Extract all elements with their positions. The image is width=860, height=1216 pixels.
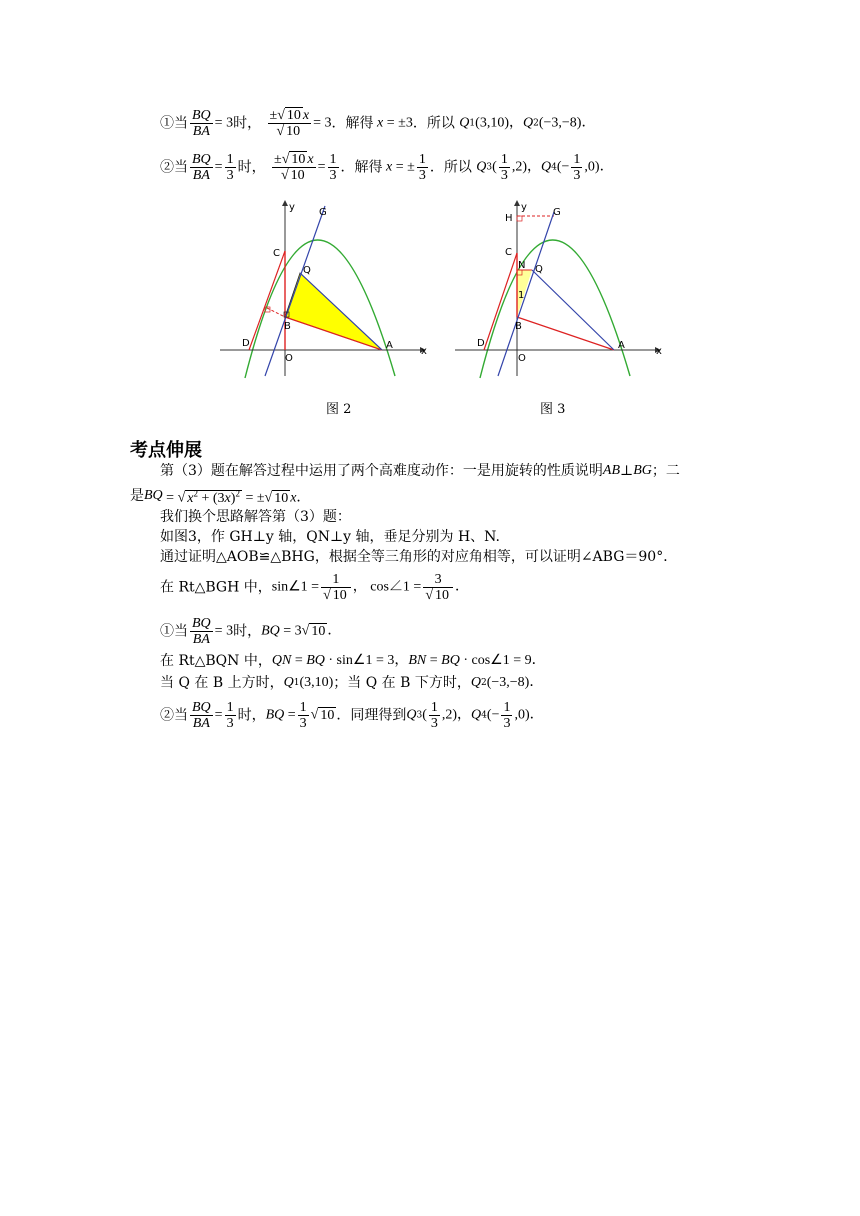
fraction-bq-ba: $\frac{BQ}{BA}$ — [192, 616, 211, 647]
paragraph-8: 当 Q 在 B 上方时，Q1(3,10)；当 Q 在 B 下方时，Q2(−3,−8)． — [160, 675, 544, 691]
case-2-when-2: 时， — [237, 707, 266, 724]
fraction-expr: $\frac{\pm√ 10 x}{√ 10}$ — [269, 108, 310, 139]
case-1-when: 时， — [233, 115, 262, 132]
case-1-label-2: ①当 — [160, 623, 188, 640]
fraction-bq-ba: $\frac{BQ}{BA}$ — [192, 108, 211, 139]
fraction-one-third: $\frac{1}{3}$ — [500, 152, 508, 183]
case-2-when: 时， — [237, 159, 266, 176]
paragraph-8-tail: ；当 Q 在 B 下方时， — [333, 675, 471, 691]
case-1-when-2: 时， — [233, 623, 262, 640]
label-h: H — [505, 213, 513, 224]
paragraph-5: 在 Rt△BGH 中，sin∠1 = $\frac{1}{√ 10}$ ， cos∠1 = $\frac{3}{√ 10}$ ． — [160, 572, 470, 603]
segment-aq — [532, 270, 614, 350]
caption-fig3: 图 3 — [540, 402, 566, 417]
label-q: Q — [535, 264, 543, 275]
fraction-one-third: $\frac{1}{3}$ — [226, 700, 234, 731]
paragraph-4: 通过证明△AOB≌△BHG，根据全等三角形的对应角相等，可以证明∠ABG＝90°． — [160, 549, 678, 565]
paragraph-6: ①当 $\frac{BQ}{BA}$ = 3时，BQ = 3√ 10 ． — [160, 616, 342, 647]
label-q: Q — [303, 265, 311, 276]
paragraph-2: 我们换个思路解答第（3）题： — [160, 509, 351, 525]
paragraph-9-text: ．同理得到 — [336, 707, 407, 724]
fraction-one-third: $\frac{1}{3}$ — [299, 700, 307, 731]
label-d: D — [242, 338, 250, 349]
paragraph-3: 如图3，作 GH⊥y 轴，QN⊥y 轴，垂足分别为 H、N. — [160, 529, 500, 545]
label-g: G — [319, 207, 327, 218]
fraction-sin: $\frac{1}{√ 10}$ — [321, 572, 351, 603]
label-o: O — [285, 353, 293, 364]
label-y: y — [521, 202, 527, 213]
case-2-label: ②当 — [160, 159, 188, 176]
label-b: B — [284, 321, 291, 332]
label-o: O — [518, 353, 526, 364]
case-2-solve: ．解得 — [340, 159, 383, 176]
paragraph-7-text: 在 Rt△BQN 中， — [160, 653, 272, 669]
case-1-solve: ．解得 — [331, 115, 374, 132]
section-heading: 考点伸展 — [130, 440, 202, 461]
label-angle-1: 1 — [518, 290, 525, 301]
fraction-one-third: $\frac{1}{3}$ — [430, 700, 438, 731]
paragraph-1b: 是BQ = √ $x^2 + (3x)^2$ = ±√ 10 x． — [130, 487, 311, 506]
case-1-so: ．所以 — [412, 115, 455, 132]
label-d: D — [477, 338, 485, 349]
paragraph-1a: 第（3）题在解答过程中运用了两个高难度动作：一是用旋转的性质说明AB⊥BG；二 — [160, 463, 680, 479]
fraction-one-third: $\frac{1}{3}$ — [226, 152, 234, 183]
paragraph-1-tail: ；二 — [651, 463, 680, 479]
paragraph-7: 在 Rt△BQN 中，QN = BQ · sin∠1 = 3，BN = BQ · cos∠1 = 9． — [160, 653, 546, 669]
paragraph-5-text: 在 Rt△BGH 中， — [160, 579, 272, 596]
case-2-label-2: ②当 — [160, 707, 188, 724]
segment-ab — [517, 317, 614, 350]
fraction-bq-ba: $\frac{BQ}{BA}$ — [192, 152, 211, 183]
caption-fig2: 图 2 — [326, 402, 352, 417]
case-1-line: ①当 $\frac{BQ}{BA}$ = 3时， $\frac{\pm√ 10 x}{√ 10}$ = 3．解得 x = ±3．所以 Q1(3,10)，Q2(−3,−8)． — [160, 108, 596, 139]
fraction-one-third: $\frac{1}{3}$ — [573, 152, 581, 183]
fraction-one-third: $\frac{1}{3}$ — [503, 700, 511, 731]
label-c: C — [273, 248, 280, 259]
paragraph-1-shi: 是 — [130, 487, 144, 504]
label-g: G — [553, 207, 561, 218]
fraction-bq-ba: $\frac{BQ}{BA}$ — [192, 700, 211, 731]
figure-2 — [215, 198, 435, 380]
fraction-one-third: $\frac{1}{3}$ — [418, 152, 426, 183]
paragraph-9: ②当 $\frac{BQ}{BA}$ = $\frac{1}{3}$ 时，BQ = $\frac{1}{3}$ √ 10 ．同理得到Q3( $\frac{1}{3}$ ,2)，Q4(− $\frac{1}{3}$ ,0)． — [160, 700, 544, 731]
right-angle-mark — [517, 216, 522, 221]
fraction-cos: $\frac{3}{√ 10}$ — [423, 572, 453, 603]
label-c: C — [505, 247, 512, 258]
label-n: N — [518, 260, 526, 271]
label-b: B — [515, 321, 522, 332]
paragraph-8-text: 当 Q 在 B 上方时， — [160, 675, 284, 691]
case-2-line: ②当 $\frac{BQ}{BA}$ = $\frac{1}{3}$ 时， $\frac{\pm√ 10 x}{√ 10}$ = $\frac{1}{3}$ ．解得 x = ± $\frac{1}{3}$ ．所以 Q3( $\frac{1}{3}$ ,2)，Q4(− $\frac{1}{3}$ ,0)． — [160, 152, 614, 183]
case-2-so: ．所以 — [429, 159, 472, 176]
case-1-label: ①当 — [160, 115, 188, 132]
label-a: A — [618, 340, 625, 351]
triangle-bqa — [285, 273, 382, 350]
label-y: y — [289, 202, 295, 213]
fraction-one-third: $\frac{1}{3}$ — [329, 152, 337, 183]
y-arrow-icon — [282, 200, 288, 206]
y-arrow-icon — [514, 200, 520, 206]
parabola — [480, 240, 630, 378]
paragraph-1-text: 第（3）题在解答过程中运用了两个高难度动作：一是用旋转的性质说明 — [160, 463, 603, 479]
label-x: x — [656, 346, 662, 357]
fraction-expr: $\frac{\pm√ 10 x}{√ 10}$ — [274, 152, 314, 183]
figure-3 — [450, 198, 670, 380]
label-x: x — [421, 346, 427, 357]
label-a: A — [386, 340, 393, 351]
